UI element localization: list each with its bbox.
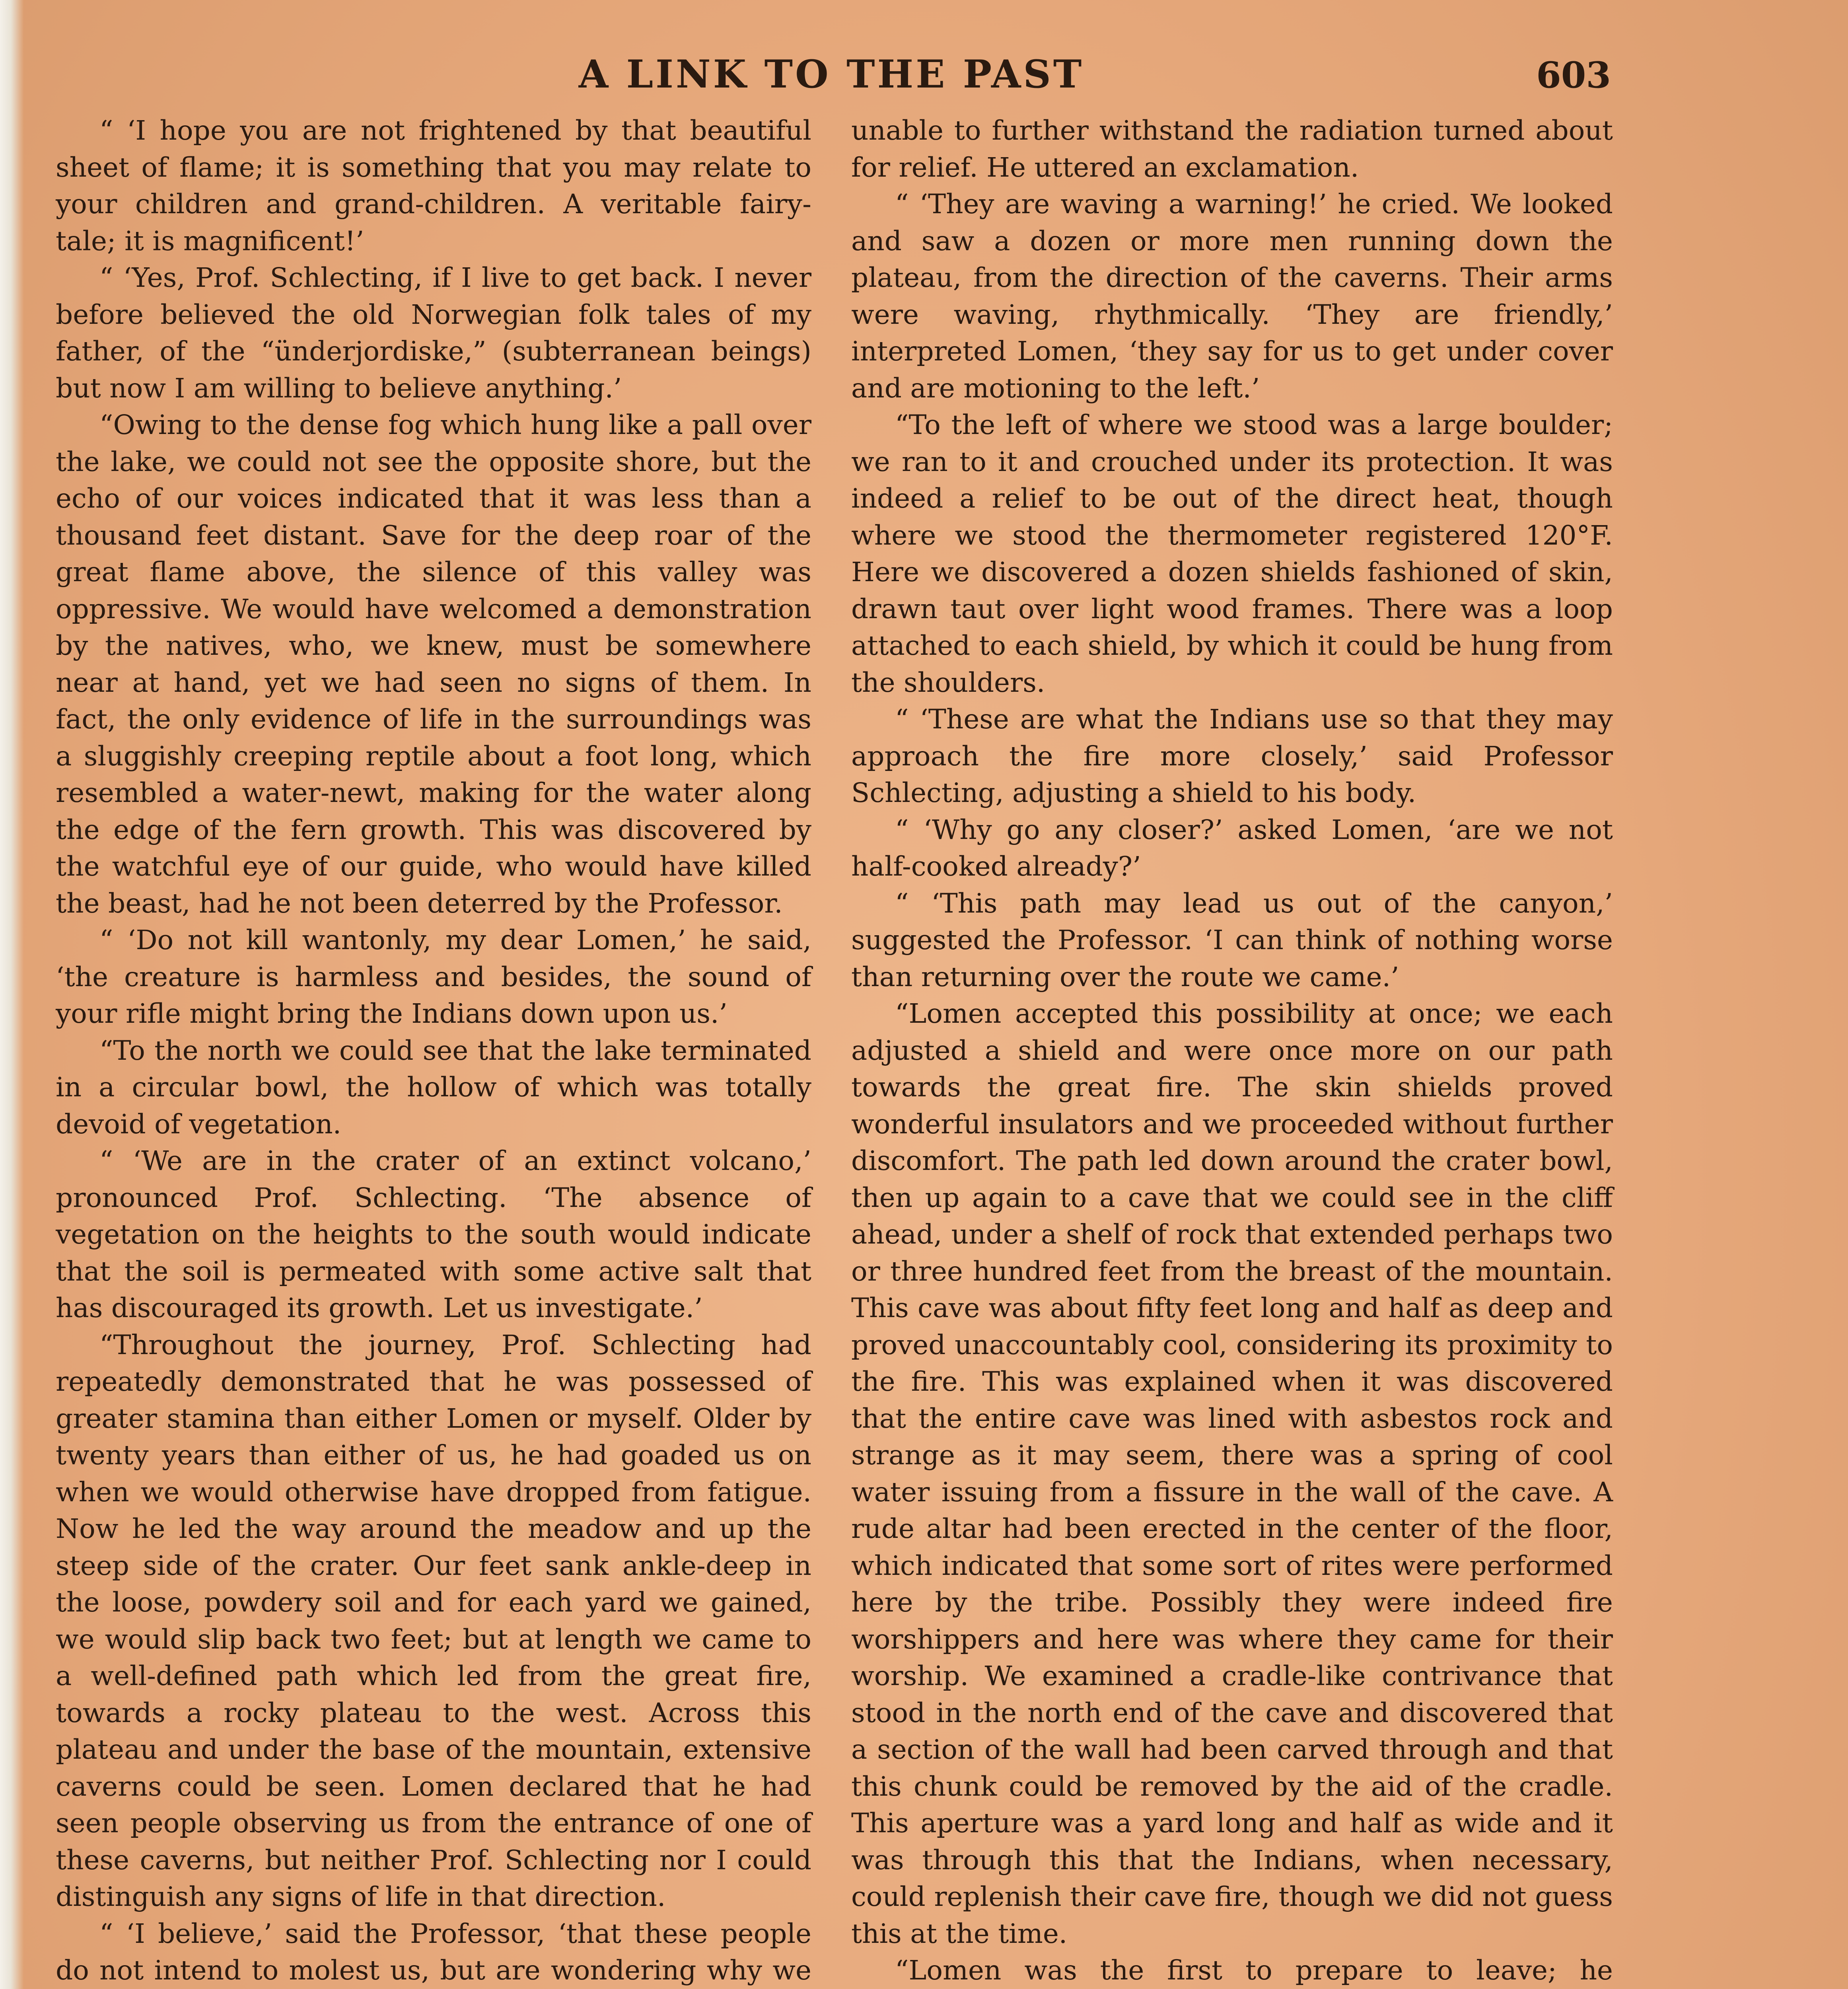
paragraph: “ ‘They are waving a warning!’ he cried. We looked and saw a dozen or more men running down the plateau, from the direction of the caverns. Their arms were waving, rhythmically. ‘They are friendly,’ interpreted Lomen, ‘they say for us to get under cover and are motioning to the left.’ bbox=[851, 188, 1613, 404]
paragraph: “Owing to the dense fog which hung like a pall over the lake, we could not see the opposite shore, but the echo of our voices indicated that it was less than a thousand feet distant. Save for the deep roar of the great flame above, the silence of this valley was oppressive. We would have welcomed a demonstration by the natives, who, we knew, must be somewhere near at hand, yet we had seen no signs of them. In fact, the only evidence of life in the surroundings was a sluggishly creeping reptile about a foot long, which resembled a water-newt, making for the water along the edge of the fern growth. This was discovered by the watchful eye of our guide, who would have killed the beast, had he not been deterred by the Professor. bbox=[56, 409, 811, 919]
paragraph: “ ‘This path may lead us out of the canyon,’ suggested the Professor. ‘I can think of nothing worse than returning over the route we came.’ bbox=[851, 887, 1613, 993]
paragraph: “ ‘Why go any closer?’ asked Lomen, ‘are we not half-cooked already?’ bbox=[851, 814, 1613, 882]
right-column bbox=[851, 112, 1613, 1989]
left-column bbox=[56, 112, 811, 1989]
paragraph: “ ‘Do not kill wantonly, my dear Lomen,’ he said, ‘the creature is harmless and besides, the sound of your rifle might bring the Indians down upon us.’ bbox=[56, 924, 811, 1029]
paragraph: “ ‘These are what the Indians use so that they may approach the fire more closely,’ said Professor Schlecting, adjusting a shield to his body. bbox=[851, 703, 1613, 808]
paragraph: “ ‘I hope you are not frightened by that beautiful sheet of flame; it is something that you may relate to your children and grand-children. A veritable fairy-tale; it is magnificent!’ bbox=[56, 115, 811, 257]
paragraph: “Lomen was the first to prepare to leave; he bbox=[895, 1954, 1613, 1986]
paragraph: “Lomen accepted this possibility at once; we each adjusted a shield and were once more on our path towards the great fire. The skin shields proved wonderful insulators and we proceeded without further discomfort. The path led down around the crater bowl, then up again to a cave that we could see in the cliff ahead, under a shelf of rock that extended perhaps two or three hundred feet from the breast of the mountain. This cave was about fifty feet long and half as deep and proved unaccountably cool, considering its proximity to the fire. This was explained when it was discovered that the entire cave was lined with asbestos rock and strange as it may seem, there was a spring of cool water issuing from a fissure in the wall of the cave. A rude altar had been erected in the center of the floor, which indicated that some sort of rites were performed here by the tribe. Possibly they were indeed fire worshippers and here was where they came for their worship. We examined a cradle-like contrivance that stood in the north end of the cave and discovered that a section of the wall had been carved through and that this chunk could be removed by the aid of the cradle. This aperture was a yard long and half as wide and it was through this that the Indians, when necessary, could replenish their cave fire, though we did not guess this at the time. bbox=[851, 998, 1613, 1949]
paragraph: “ ‘We are in the crater of an extinct volcano,’ pronounced Prof. Schlecting. ‘The absence of vegetation on the heights to the south would indicate that the soil is permeated with some active salt that has discouraged its growth. Let us investigate.’ bbox=[56, 1145, 811, 1323]
paragraph: “To the left of where we stood was a large boulder; we ran to it and crouched under its protection. It was indeed a relief to be out of the direct heat, though where we stood the thermometer registered 120°F. Here we discovered a dozen shields fashioned of skin, drawn taut over light wood frames. There was a loop attached to each shield, by which it could be hung from the shoulders. bbox=[851, 409, 1613, 698]
paragraph-continued: unable to further withstand the radiation turned about for relief. He uttered an exclamation. bbox=[851, 115, 1613, 183]
page-header bbox=[52, 52, 1611, 107]
paragraph: “To the north we could see that the lake terminated in a circular bowl, the hollow of which was totally devoid of vegetation. bbox=[56, 1034, 811, 1140]
paragraph: “Throughout the journey, Prof. Schlecting had repeatedly demonstrated that he was possessed of greater stamina than either Lomen or myself. Older by twenty years than either of us, he had goaded us on when we would otherwise have dropped from fatigue. Now he led the way around the meadow and up the steep side of the crater. Our feet sank ankle-deep in the loose, powdery soil and for each yard we gained, we would slip back two feet; but at length we came to a well-defined path which led from the great fire, towards a rocky plateau to the west. Across this plateau and under the base of the mountain, extensive caverns could be seen. Lomen declared that he had seen people observing us from the entrance of one of these caverns, but neither Prof. Schlecting nor I could distinguish any signs of life in that direction. bbox=[56, 1329, 811, 1912]
paragraph: “ ‘Yes, Prof. Schlecting, if I live to get back. I never before believed the old Norwegian folk tales of my father, of the “ünderjordiske,” (subterranean beings) but now I am willing to believe anything.’ bbox=[56, 262, 811, 404]
running-title: A LINK TO THE PAST bbox=[578, 52, 1084, 97]
page-number: 603 bbox=[1536, 54, 1611, 96]
paragraph: “ ‘I believe,’ said the Professor, ‘that these people do not intend to molest us, but are wondering why we bbox=[56, 1917, 811, 1986]
page-edge bbox=[0, 0, 24, 1989]
